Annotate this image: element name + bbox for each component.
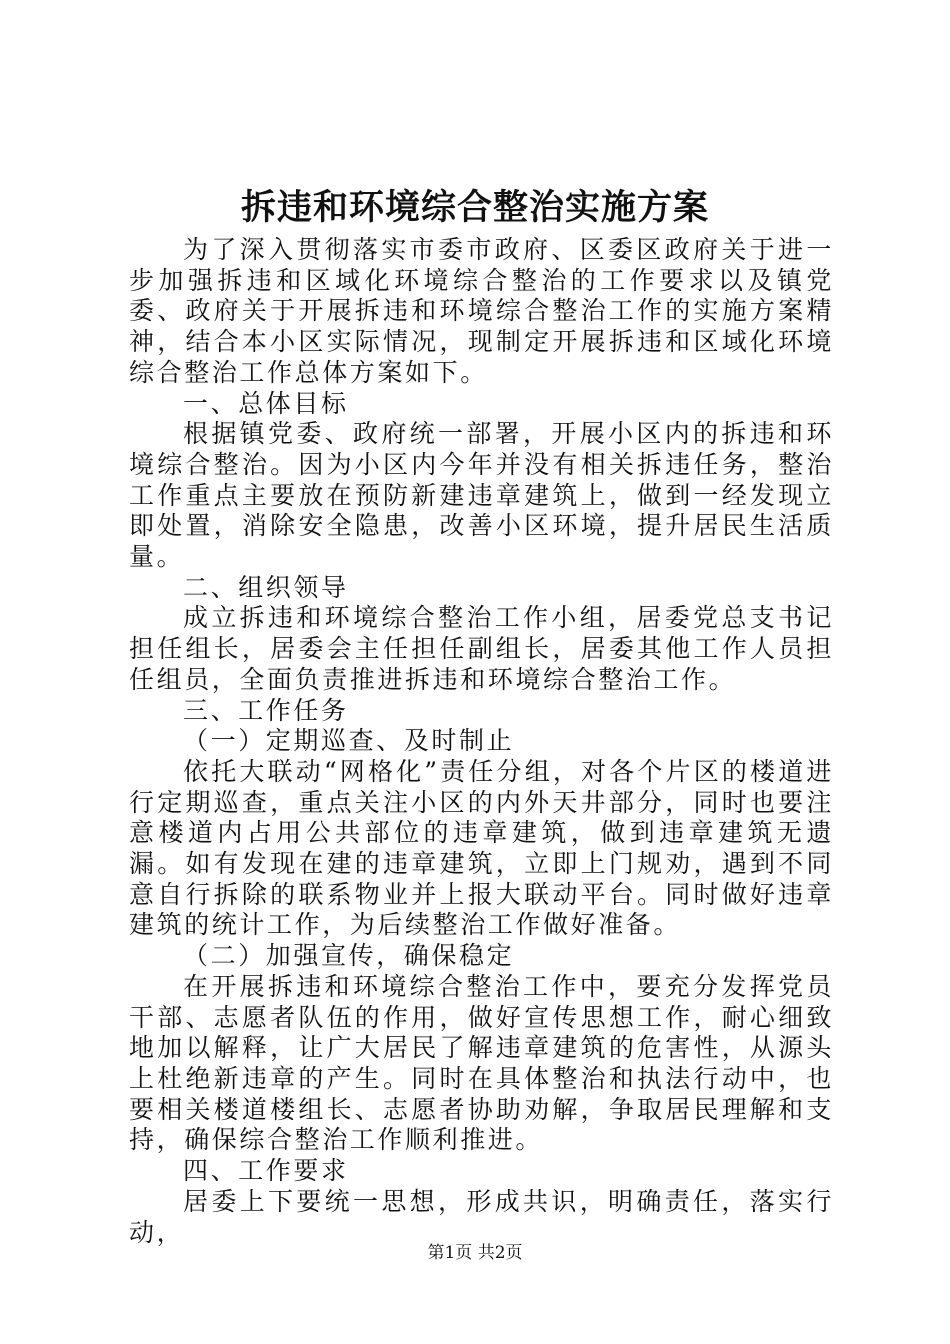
subsection-heading-patrol: （一）定期巡查、及时制止 xyxy=(183,726,515,756)
paragraph-organization: 成立拆违和环境综合整治工作小组，居委党总支书记担任组长，居委会主任担任副组长，居委其他工作人员担任组员，全面负责推进拆违和环境综合整治工作。 xyxy=(129,603,834,694)
paragraph-publicity: 在开展拆违和环境综合整治工作中，要充分发挥党员干部、志愿者队伍的作用，做好宣传思想工作，耐心细致地加以解释，让广大居民了解违章建筑的危害性，从源头上杜绝新违章的产生。同时在具体整治和执法行动中，也要相关楼道楼组长、志愿者协助劝解，争取居民理解和支持，确保综合整治工作顺利推进。 xyxy=(129,971,834,1155)
section-heading-tasks: 三、工作任务 xyxy=(183,695,349,725)
paragraph-goal: 根据镇党委、政府统一部署，开展小区内的拆违和环境综合整治。因为小区内今年并没有相关拆违任务，整治工作重点主要放在预防新建违章建筑上，做到一经发现立即处置，消除安全隐患，改善小区环境，提升居民生活质量。 xyxy=(129,419,834,572)
document-body xyxy=(129,235,834,1248)
paragraph-patrol: 依托大联动“网格化”责任分组，对各个片区的楼道进行定期巡查，重点关注小区的内外天井部分，同时也要注意楼道内占用公共部位的违章建筑，做到违章建筑无遗漏。如有发现在建的违章建筑，立即上门规劝，遇到不同意自行拆除的联系物业并上报大联动平台。同时做好违章建筑的统计工作，为后续整治工作做好准备。 xyxy=(129,756,834,940)
paragraph-requirements: 居委上下要统一思想，形成共识，明确责任，落实行动， xyxy=(129,1186,834,1247)
page-number-footer: 第1页 共2页 xyxy=(427,1243,523,1263)
paragraph-intro: 为了深入贯彻落实市委市政府、区委区政府关于进一步加强拆违和区域化环境综合整治的工作要求以及镇党委、政府关于开展拆违和环境综合整治工作的实施方案精神，结合本小区实际情况，现制定开展拆违和区域化环境综合整治工作总体方案如下。 xyxy=(129,235,834,387)
section-heading-requirements: 四、工作要求 xyxy=(183,1156,349,1186)
section-heading-organization: 二、组织领导 xyxy=(183,572,349,602)
document-title: 拆违和环境综合整治实施方案 xyxy=(240,187,709,228)
section-heading-goal: 一、总体目标 xyxy=(183,388,349,418)
subsection-heading-publicity: （二）加强宣传，确保稳定 xyxy=(183,941,515,971)
